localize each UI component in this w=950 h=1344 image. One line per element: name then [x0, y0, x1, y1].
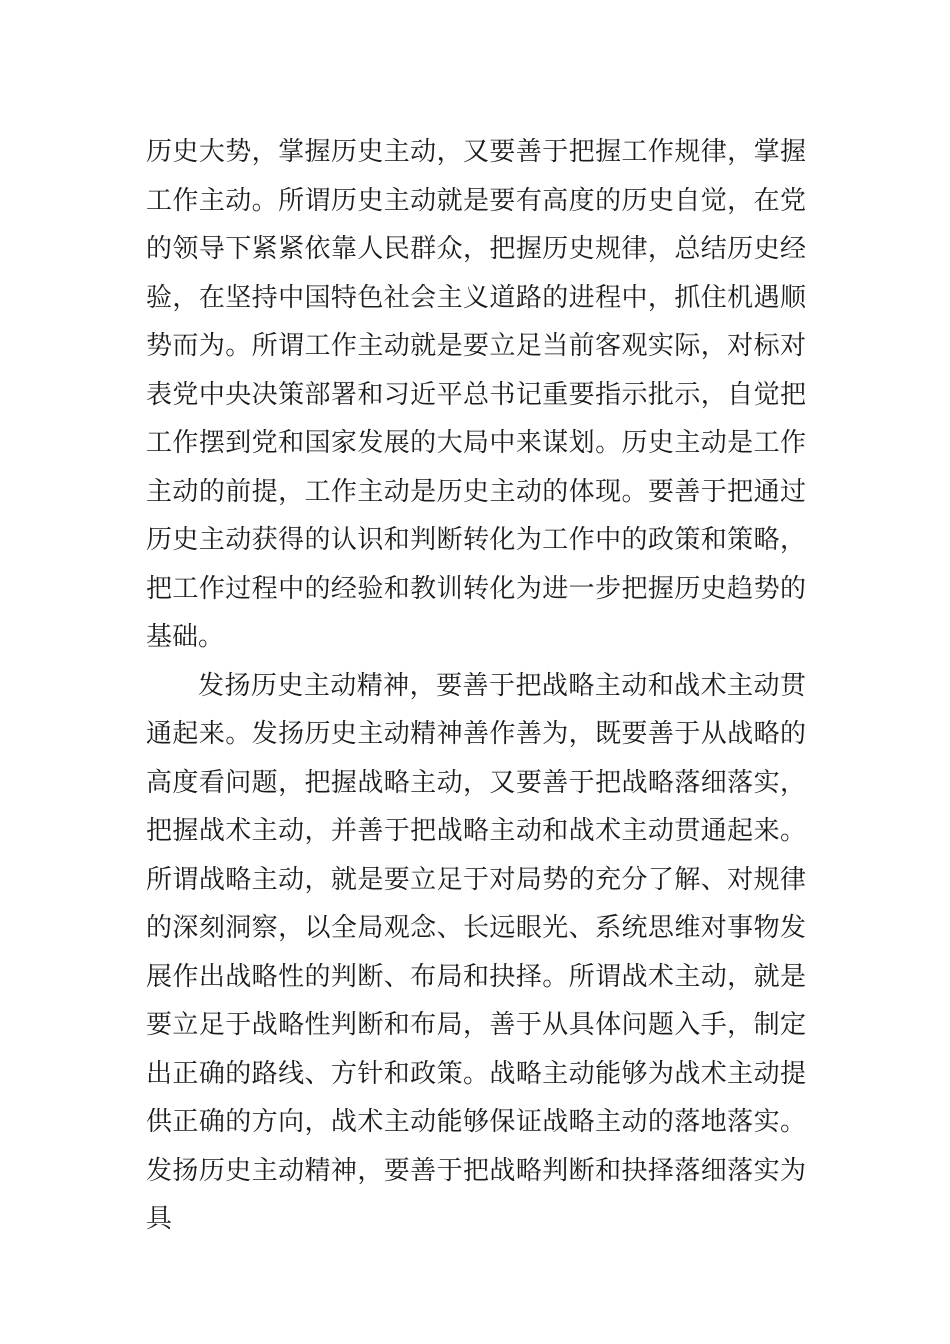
paragraph-2: 发扬历史主动精神，要善于把战略主动和战术主动贯通起来。发扬历史主动精神善作善为，既要善于从战略的高度看问题，把握战略主动，又要善于把战略落细落实，把握战术主动，并善于把战略主动和战术主动贯通起来。所谓战略主动，就是要立足于对局势的充分了解、对规律的深刻洞察，以全局观念、长远眼光、系统思维对事物发展作出战略性的判断、布局和抉择。所谓战术主动，就是要立足于战略性判断和布局，善于从具体问题入手，制定出正确的路线、方针和政策。战略主动能够为战术主动提供正确的方向，战术主动能够保证战略主动的落地落实。发扬历史主动精神，要善于把战略判断和抉择落细落实为具 — [146, 670, 806, 1234]
document-body — [146, 128, 806, 1244]
paragraph-1: 历史大势，掌握历史主动，又要善于把握工作规律，掌握工作主动。所谓历史主动就是要有高度的历史自觉，在党的领导下紧紧依靠人民群众，把握历史规律，总结历史经验，在坚持中国特色社会主义道路的进程中，抓住机遇顺势而为。所谓工作主动就是要立足当前客观实际，对标对表党中央决策部署和习近平总书记重要指示批示，自觉把工作摆到党和国家发展的大局中来谋划。历史主动是工作主动的前提，工作主动是历史主动的体现。要善于把通过历史主动获得的认识和判断转化为工作中的政策和策略，把工作过程中的经验和教训转化为进一步把握历史趋势的基础。 — [146, 137, 806, 652]
